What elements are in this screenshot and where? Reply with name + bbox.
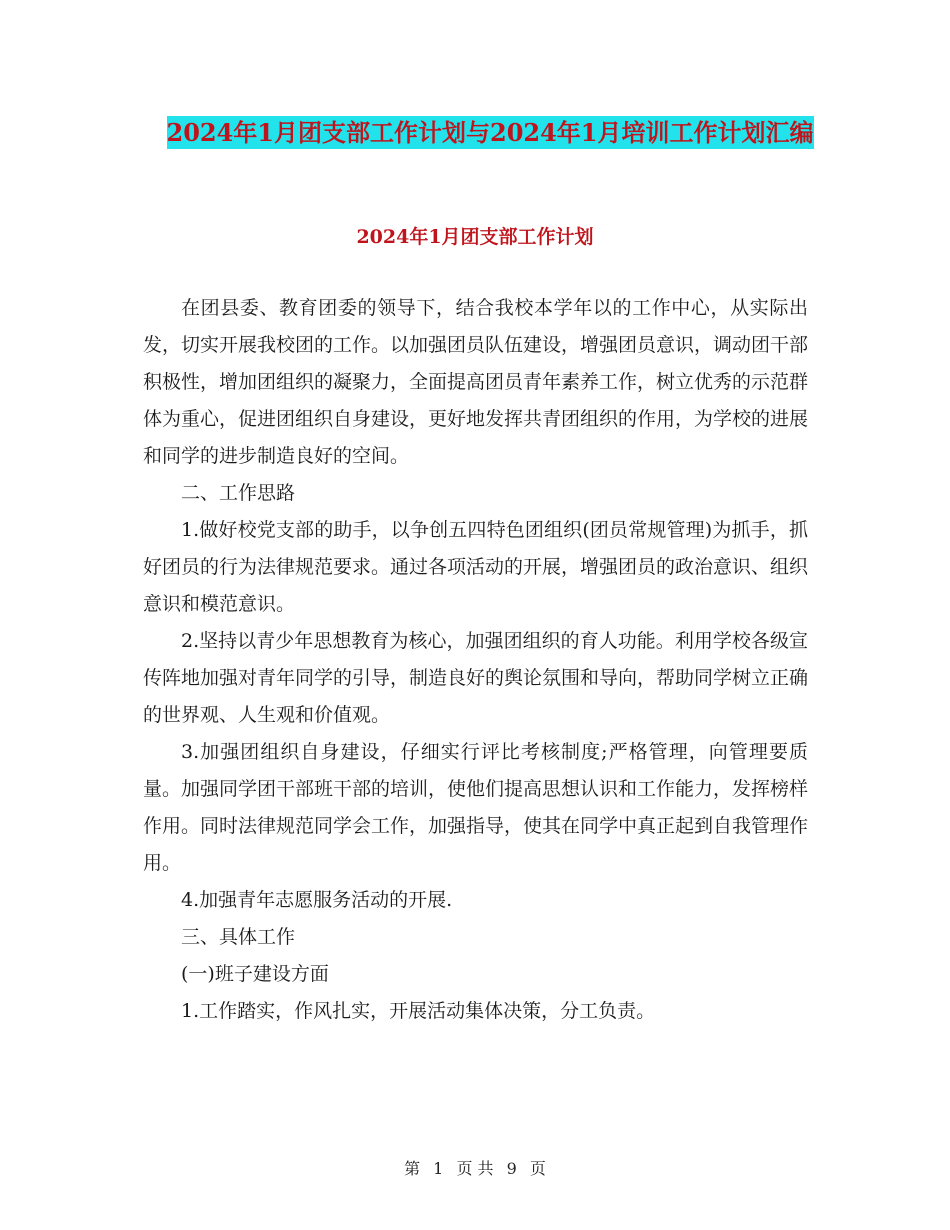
paragraph-subitem-1: 1.工作踏实，作风扎实，开展活动集体决策，分工负责。 (181, 1000, 656, 1022)
paragraph-subheading-team-building: (一)班子建设方面 (181, 963, 329, 985)
footer-prefix: 第 (404, 1159, 421, 1178)
paragraph-item-2: 2.坚持以青少年思想教育为核心，加强团组织的育人功能。利用学校各级宣传阵地加强对青年同学的引导，制造良好的舆论氛围和导向，帮助同学树立正确的世界观、人生观和价值观。 (143, 630, 809, 726)
page-footer (0, 1156, 950, 1179)
document-title (150, 112, 830, 154)
paragraph-heading-specific-work: 三、具体工作 (181, 926, 296, 948)
footer-middle: 页 共 (456, 1159, 494, 1178)
paragraph-heading-work-ideas: 二、工作思路 (181, 482, 296, 504)
paragraph-item-1: 1.做好校党支部的助手，以争创五四特色团组织(团员常规管理)为抓手，抓好团员的行为法律规范要求。通过各项活动的开展，增强团员的政治意识、组织意识和模范意识。 (143, 519, 809, 615)
footer-total-pages: 9 (506, 1159, 517, 1178)
paragraph-intro: 在团县委、教育团委的领导下，结合我校本学年以的工作中心，从实际出发，切实开展我校团的工作。以加强团员队伍建设，增强团员意识，调动团干部积极性，增加团组织的凝聚力，全面提高团员青年素养工作，树立优秀的示范群体为重心，促进团组织自身建设，更好地发挥共青团组织的作用，为学校的进展和同学的进步制造良好的空间。 (143, 297, 809, 467)
footer-suffix: 页 (529, 1159, 546, 1178)
paragraph-item-3: 3.加强团组织自身建设，仔细实行评比考核制度;严格管理，向管理要质量。加强同学团干部班干部的培训，使他们提高思想认识和工作能力，发挥榜样作用。同时法律规范同学会工作，加强指导，使其在同学中真正起到自我管理作用。 (143, 741, 809, 874)
paragraph-item-4: 4.加强青年志愿服务活动的开展. (181, 889, 453, 911)
document-title-text: 2024年1月团支部工作计划与2024年1月培训工作计划汇编 (166, 118, 814, 147)
document-body (143, 290, 808, 1030)
section-title: 2024年1月团支部工作计划 (356, 226, 594, 248)
footer-page-number: 1 (433, 1159, 444, 1178)
